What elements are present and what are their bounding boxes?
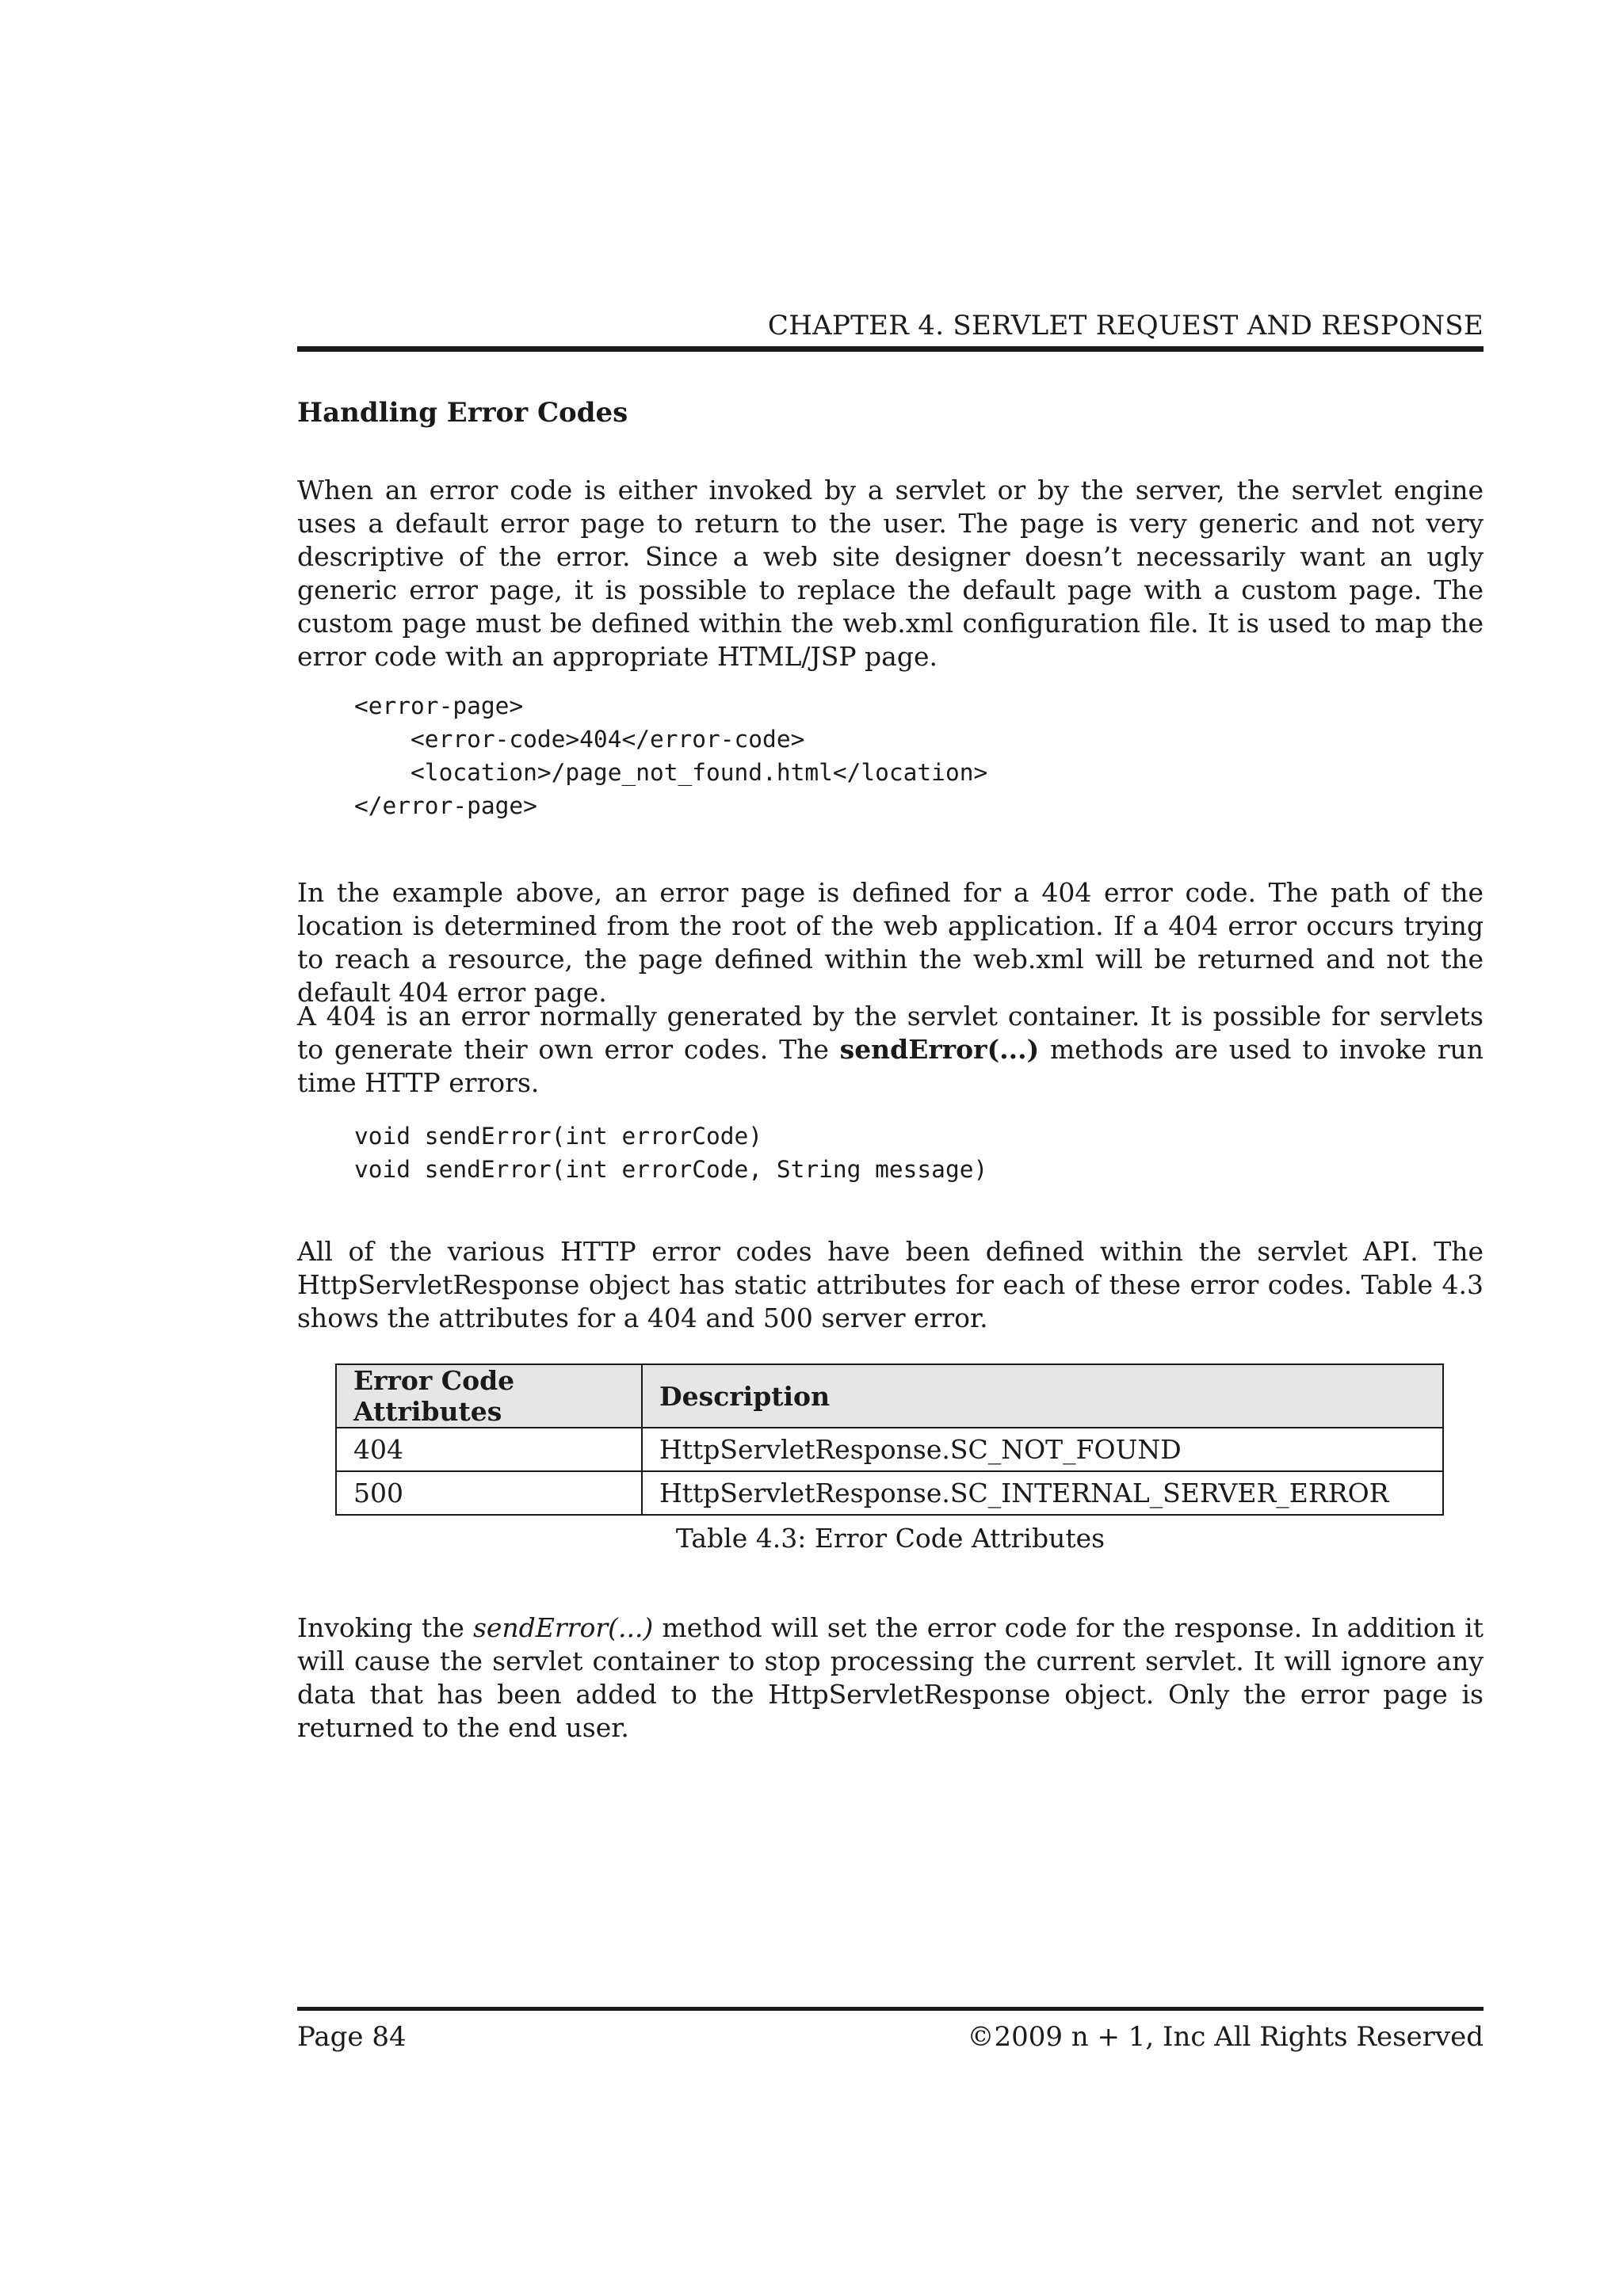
paragraph-example-explanation: In the example above, an error page is defined for a 404 error code. The path of the location is determined from the root of the web application. If a 404 error occurs trying to reach a resource, the page defined within the web.xml will be returned and not the default 404 error page. [297, 877, 1484, 1008]
code-line: <location>/page_not_found.html</location> [354, 759, 988, 786]
java-code-block [354, 1119, 987, 1186]
method-name-bold: sendError(...) [839, 1034, 1040, 1065]
section-heading: Handling Error Codes [297, 397, 628, 429]
code-line: </error-page> [354, 792, 537, 819]
paragraph-text: methods are used to invoke run time HTTP errors. [297, 1034, 1484, 1098]
table-header-cell: Error Code Attributes [336, 1364, 642, 1428]
copyright-notice: ©2009 n + 1, Inc All Rights Reserved [967, 2021, 1484, 2053]
page-number: Page 84 [297, 2021, 407, 2053]
header-rule [297, 346, 1484, 352]
table-cell: HttpServletResponse.SC_INTERNAL_SERVER_ERROR [642, 1471, 1443, 1515]
table-row [336, 1428, 1443, 1471]
code-line: <error-page> [354, 692, 524, 719]
table-caption: Table 4.3: Error Code Attributes [675, 1523, 1106, 1554]
table-cell: 500 [336, 1471, 642, 1515]
table-header-row [336, 1364, 1443, 1428]
table-row [336, 1471, 1443, 1515]
paragraph-text: A 404 is an error normally generated by the servlet container. It is possible for servlets to generate their own error codes. The [297, 1001, 1484, 1065]
paragraph-text: method will set the error code for the response. In addition it will cause the servlet container to stop processing the current servlet. It will ignore any data that has been added to the HttpServletResponse object. Only the error page is returned to the end user. [297, 1612, 1484, 1743]
error-code-table [335, 1363, 1444, 1516]
table-cell: HttpServletResponse.SC_NOT_FOUND [642, 1428, 1443, 1471]
paragraph-intro: When an error code is either invoked by a servlet or by the server, the servlet engine uses a default error page to return to the user. The page is very generic and not very descriptive of the error. Since a web site designer doesn’t necessarily want an ugly generic error page, it is possible to replace the default page with a custom page. The custom page must be defined within the web.xml configuration file. It is used to map the error code with an appropriate HTML/JSP page. [297, 475, 1484, 672]
paragraph-http-codes: All of the various HTTP error codes have been defined within the servlet API. The HttpServletResponse object has static attributes for each of these error codes. Table 4.3 shows the attributes for a 404 and 500 server error. [297, 1236, 1484, 1333]
xml-code-block [354, 689, 987, 822]
paragraph-conclusion [297, 1611, 1484, 1745]
table-cell: 404 [336, 1428, 642, 1471]
footer-rule [297, 2007, 1484, 2011]
code-line: void sendError(int errorCode) [354, 1123, 763, 1150]
code-line: <error-code>404</error-code> [354, 726, 805, 753]
paragraph-senderror [297, 1000, 1484, 1100]
table-header-cell: Description [642, 1364, 1443, 1428]
chapter-header: CHAPTER 4. SERVLET REQUEST AND RESPONSE [767, 310, 1484, 341]
code-line: void sendError(int errorCode, String message) [354, 1156, 988, 1183]
method-name-italic: sendError(...) [472, 1612, 654, 1643]
paragraph-text: Invoking the [297, 1612, 473, 1643]
